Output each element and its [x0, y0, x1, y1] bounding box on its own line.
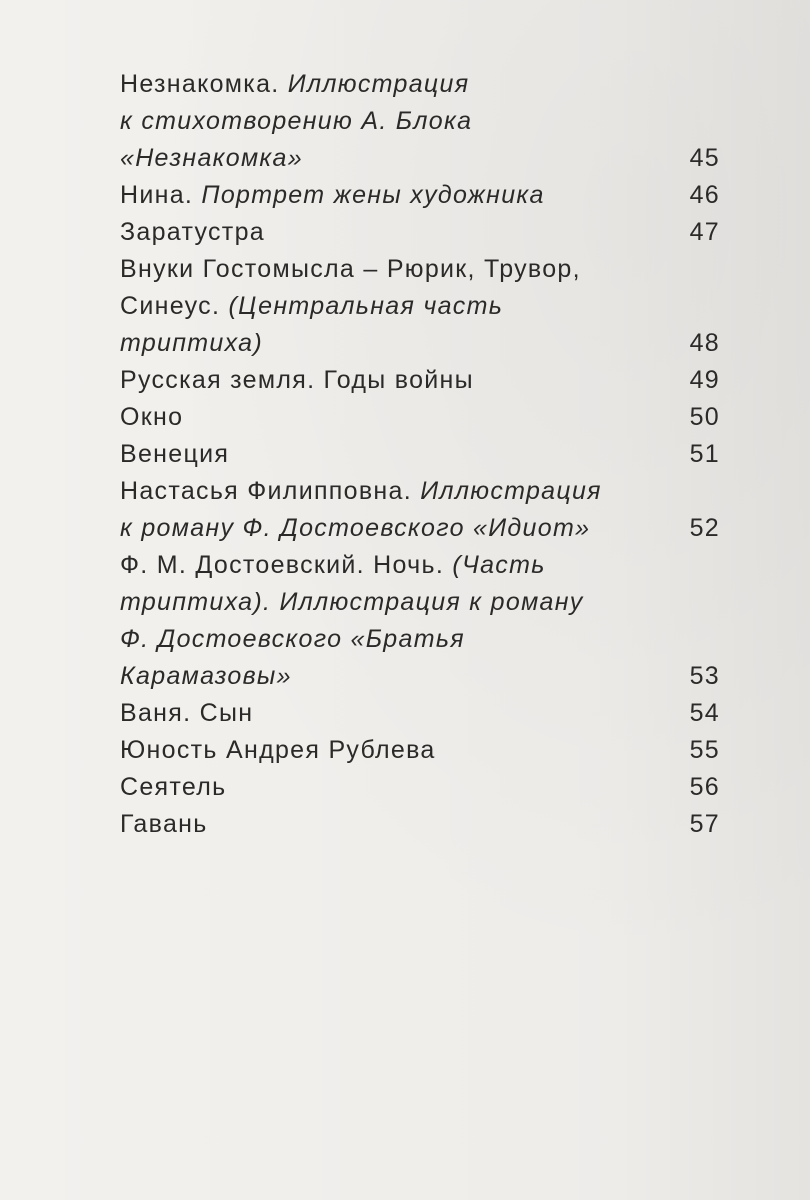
toc-entry-title-line [120, 66, 469, 102]
toc-entry-subtitle: триптиха) [120, 329, 263, 357]
toc-entry-title-line [120, 658, 292, 694]
toc-entry-title-line [120, 214, 265, 250]
toc-entry-title-line [120, 251, 581, 287]
toc-entry-title: Ф. М. Достоевский. Ночь. [120, 551, 453, 579]
toc-entry-title: Внуки Гостомысла – Рюрик, Трувор, [120, 255, 581, 283]
toc-entry-subtitle: Иллюстрация [420, 477, 602, 505]
toc-entry-title: Незнакомка. [120, 70, 288, 98]
toc-entry-title: Юность Андрея Рублева [120, 736, 436, 764]
toc-entry-subtitle: к роману Ф. Достоевского «Идиот» [120, 514, 591, 542]
toc-entry-subtitle: Ф. Достоевского «Братья [120, 625, 465, 653]
toc-entry-title-line [120, 473, 602, 509]
toc-entry-page-number: 46 [689, 181, 720, 209]
toc-entry-title-line [120, 436, 229, 472]
toc-entry-title: Гавань [120, 810, 208, 838]
toc-entry-subtitle: триптиха). Иллюстрация к роману [120, 588, 584, 616]
toc-entry-title-line [120, 288, 503, 324]
toc-entry-title-line [120, 621, 465, 657]
toc-entry-title-line [120, 510, 590, 546]
toc-entry-page-number: 52 [689, 514, 720, 542]
toc-entry-title: Заратустра [120, 218, 265, 246]
toc-entry-title-line [120, 362, 474, 398]
toc-entry-subtitle: к стихотворению А. Блока [120, 107, 473, 135]
toc-entry-title-line [120, 103, 472, 139]
toc-entry-title: Ваня. Сын [120, 699, 254, 727]
toc-entry-title: Венеция [120, 440, 230, 468]
toc-entry-title: Синеус. [120, 292, 229, 320]
toc-entry-page-number: 55 [689, 736, 720, 764]
toc-entry-title-line [120, 769, 226, 805]
toc-entry-page-number: 57 [689, 810, 720, 838]
toc-entry-title-line [120, 732, 436, 768]
toc-entry-title-line [120, 140, 303, 176]
toc-entry-title-line [120, 806, 208, 842]
toc-entry-subtitle: Портрет жены художника [201, 181, 545, 209]
toc-entry-subtitle: Карамазовы» [120, 662, 292, 690]
toc-entry-title-line [120, 325, 263, 361]
toc-entry-subtitle: (Центральная часть [228, 292, 504, 320]
toc-entry-page-number: 45 [689, 144, 720, 172]
toc-entry-title-line [120, 584, 584, 620]
toc-entry-page-number: 49 [689, 366, 720, 394]
toc-entry-title: Настасья Филипповна. [120, 477, 421, 505]
toc-entry-page-number: 48 [689, 329, 720, 357]
toc-entry-subtitle: Иллюстрация [287, 70, 470, 98]
toc-entry-title: Русская земля. Годы войны [120, 366, 474, 394]
toc-entry-title-line [120, 399, 183, 435]
toc-entry-page-number: 54 [689, 699, 720, 727]
toc-entry-page-number: 47 [689, 218, 720, 246]
toc-entry-page-number: 51 [689, 440, 720, 468]
toc-entry-title-line [120, 695, 253, 731]
toc-entry-page-number: 53 [689, 662, 720, 690]
toc-entry-page-number: 56 [689, 773, 720, 801]
toc-entry-title: Сеятель [120, 773, 227, 801]
toc-entry-subtitle: «Незнакомка» [120, 144, 303, 172]
toc-entry-title: Нина. [120, 181, 202, 209]
toc-entry-title-line [120, 547, 546, 583]
toc-entry-title-line [120, 177, 545, 213]
toc-entry-page-number: 50 [689, 403, 720, 431]
toc-entry-subtitle: (Часть [452, 551, 546, 579]
toc-entry-title: Окно [120, 403, 184, 431]
